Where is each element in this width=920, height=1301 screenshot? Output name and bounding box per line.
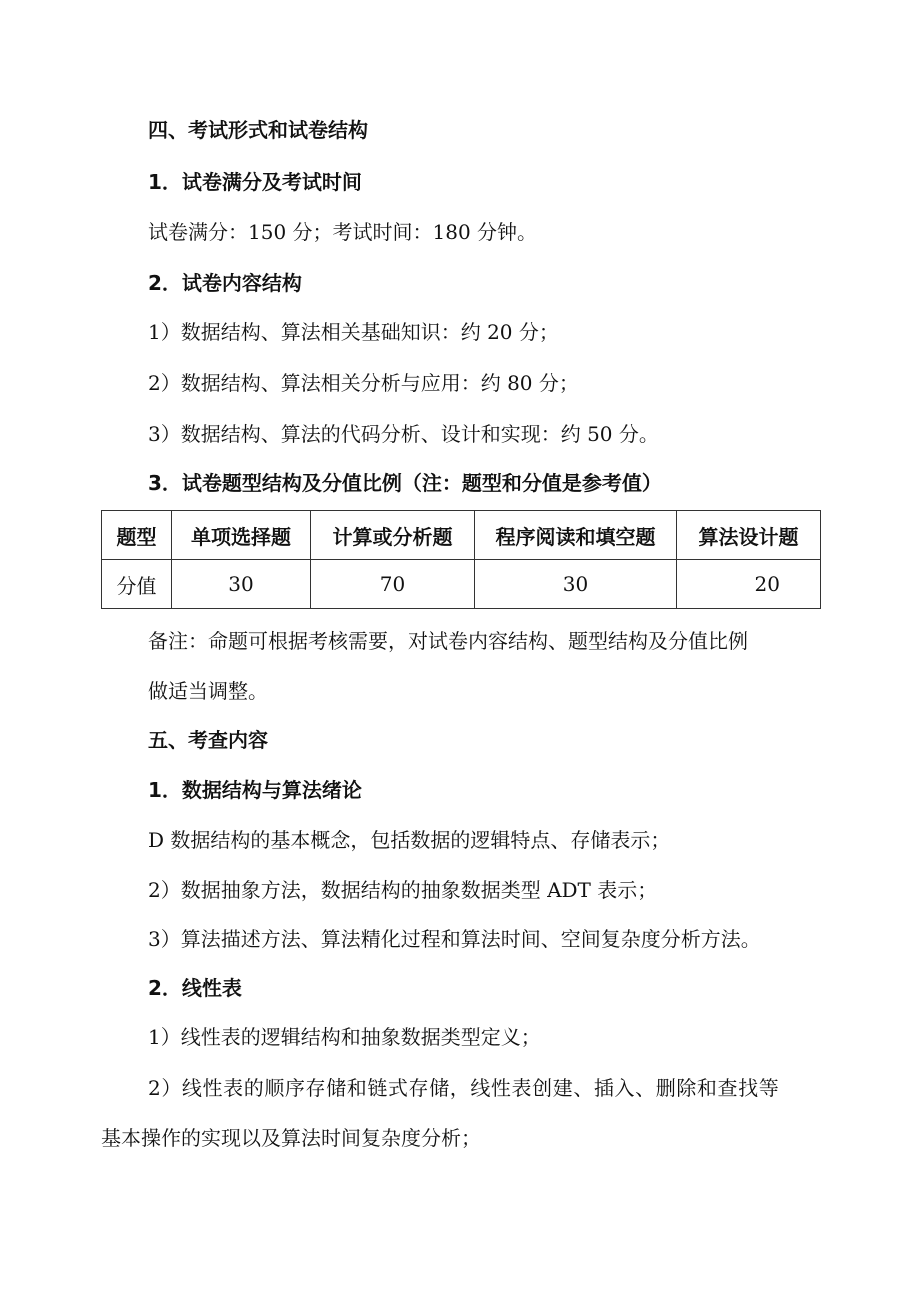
content-item: 3）算法描述方法、算法精化过程和算法时间、空间复杂度分析方法。 [148,927,761,951]
sub2-title: 2．试卷内容结构 [148,271,302,295]
content-item: 2）线性表的顺序存储和链式存储，线性表创建、插入、删除和查找等 [148,1076,780,1100]
sub2-title: 2．线性表 [148,976,242,1000]
table-cell: 30 [475,560,677,609]
sub3-title: 3．试卷题型结构及分值比例（注：题型和分值是参考值） [148,471,662,495]
table-row-label: 分值 [102,560,172,609]
note-line: 做适当调整。 [148,679,268,703]
score-table [101,510,821,609]
table-header-cell: 计算或分析题 [311,511,475,560]
table-header-cell: 单项选择题 [172,511,311,560]
note-line: 备注：命题可根据考核需要，对试卷内容结构、题型结构及分值比例 [148,629,748,653]
table-header-row [102,511,821,560]
table-cell: 20 [677,560,821,609]
table-header-cell: 程序阅读和填空题 [475,511,677,560]
table-cell: 30 [172,560,311,609]
sub1-title: 1．试卷满分及考试时间 [148,170,362,194]
content-item: 3）数据结构、算法的代码分析、设计和实现：约 50 分。 [148,422,659,446]
content-item: 2）数据抽象方法，数据结构的抽象数据类型 ADT 表示； [148,878,658,902]
content-item: 2）数据结构、算法相关分析与应用：约 80 分； [148,371,579,395]
content-item: 1）线性表的逻辑结构和抽象数据类型定义； [148,1025,541,1049]
table-header-cell: 题型 [102,511,172,560]
sub1-title: 1．数据结构与算法绪论 [148,778,362,802]
table-header-cell: 算法设计题 [677,511,821,560]
section4-heading: 四、考试形式和试卷结构 [148,118,368,142]
exam-time-text: 试卷满分：150 分；考试时间：180 分钟。 [148,220,538,244]
content-item: 1）数据结构、算法相关基础知识：约 20 分； [148,320,559,344]
section5-heading: 五、考查内容 [148,728,268,752]
table-cell: 70 [311,560,475,609]
content-item-continuation: 基本操作的实现以及算法时间复杂度分析； [101,1126,481,1150]
content-item: D 数据结构的基本概念，包括数据的逻辑特点、存储表示； [148,828,671,852]
table-row [102,560,821,609]
